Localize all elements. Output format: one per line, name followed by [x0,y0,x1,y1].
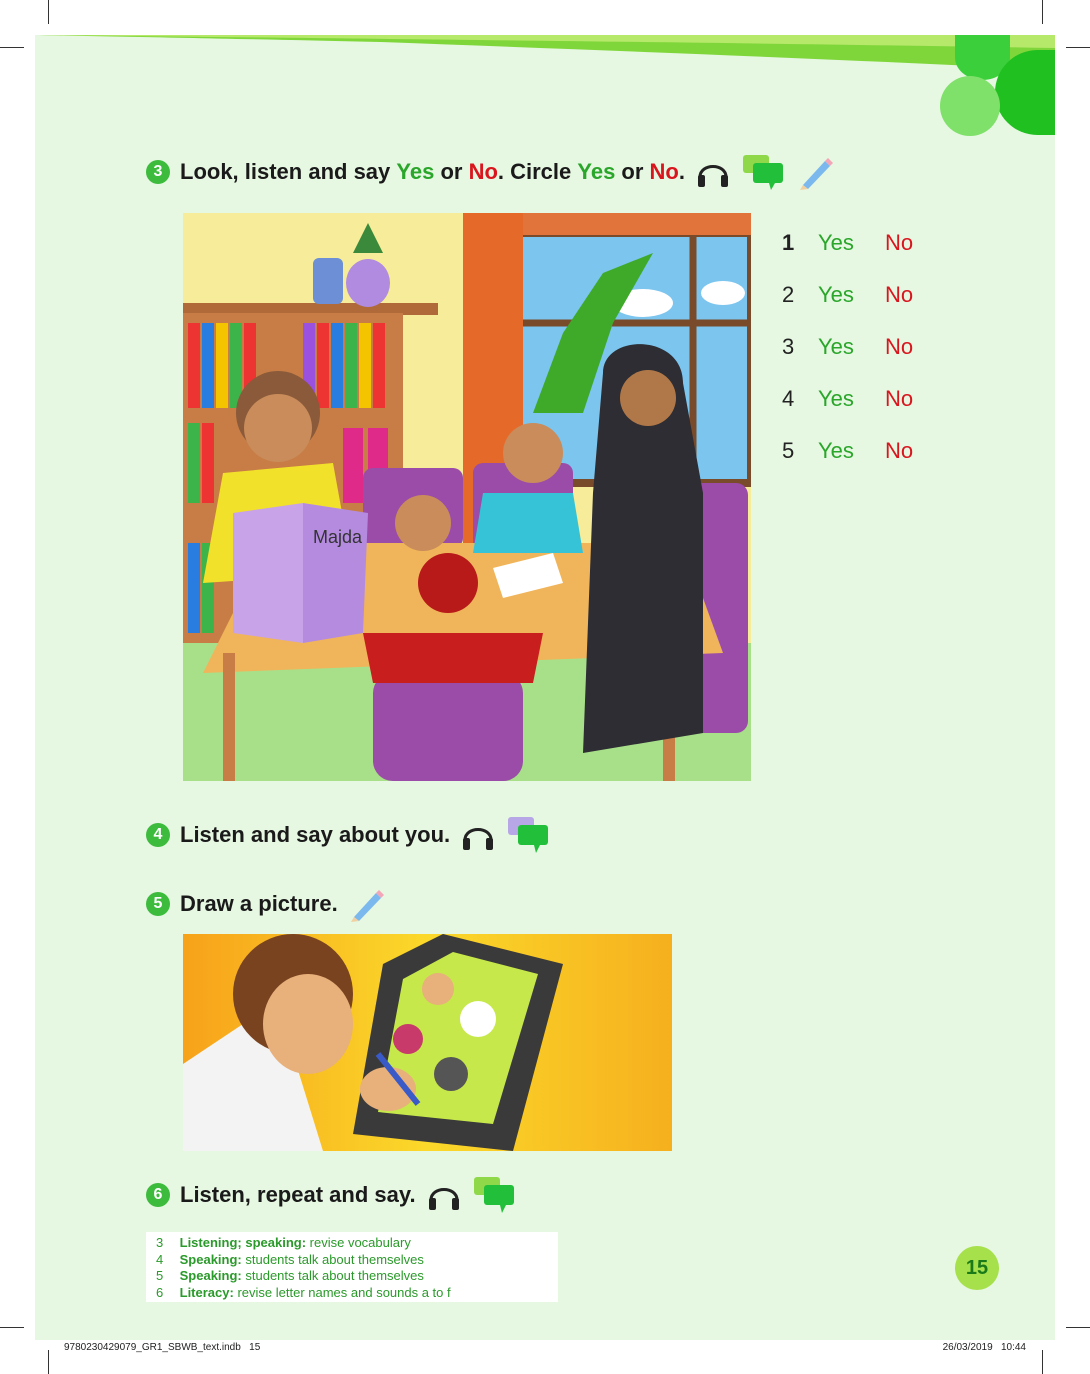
yes-option[interactable]: Yes [818,438,854,463]
exercise-number-badge: 3 [146,160,170,184]
crop-mark [48,1350,49,1374]
answer-number: 4 [782,386,795,411]
answer-number: 3 [782,334,795,359]
teacher-note [156,1285,451,1301]
headphones-icon [460,818,496,852]
speech-bubbles-icon [741,153,787,191]
speech-bubbles-icon [472,1175,518,1215]
no-word: No [468,159,498,184]
exercise-number-badge: 6 [146,1183,170,1207]
note-description: students talk about themselves [245,1268,424,1283]
yes-option[interactable]: Yes [818,386,854,411]
no-option[interactable]: No [885,438,914,463]
crop-mark [1042,1350,1043,1374]
headphones-icon [426,1178,462,1212]
pencil-icon [348,885,386,923]
yes-option[interactable]: Yes [818,334,854,359]
top-green-swoosh [0,0,1090,80]
yes-word: Yes [396,159,435,184]
no-option[interactable]: No [885,230,914,255]
answer-number: 2 [782,282,795,307]
instruction-text: Listen and say about you. [180,822,451,847]
note-number: 6 [156,1285,164,1300]
note-number: 4 [156,1252,164,1267]
note-number: 3 [156,1235,164,1250]
no-option[interactable]: No [885,282,914,307]
instruction-text: . Circle [497,159,578,184]
note-description: revise vocabulary [309,1235,411,1250]
note-label: Speaking: [179,1252,242,1267]
teacher-note [156,1268,424,1284]
teacher-notes-box [146,1232,558,1302]
note-description: revise letter names and sounds a to f [237,1285,451,1300]
headphones-icon [695,155,731,189]
note-description: students talk about themselves [245,1252,424,1267]
instruction-text: Look, listen and say [180,159,397,184]
note-label: Listening; speaking: [179,1235,307,1250]
exercise-6-heading [146,1175,518,1215]
crop-mark [0,1327,24,1328]
yes-option[interactable]: Yes [818,282,854,307]
note-label: Literacy: [179,1285,234,1300]
pencil-icon [797,153,835,191]
instruction-text: or [615,159,650,184]
answer-number: 5 [782,438,795,463]
exercise-3-heading [146,153,835,191]
no-option[interactable]: No [885,386,914,411]
instruction-text: Draw a picture. [180,891,338,916]
teacher-note [156,1235,411,1251]
exercise-5-heading [146,885,386,923]
book-cover-label: Majda [313,527,363,547]
exercise-number-badge: 4 [146,823,170,847]
yes-word: Yes [577,159,616,184]
footer-file-info: 9780230429079_GR1_SBWB_text.indb 15 [64,1342,261,1353]
page-number: 15 [955,1246,999,1290]
no-word: No [649,159,679,184]
note-label: Speaking: [179,1268,242,1283]
exercise-number-badge: 5 [146,892,170,916]
classroom-illustration [183,213,751,781]
footer-date: 26/03/2019 10:44 [942,1342,1026,1353]
instruction-text: Listen, repeat and say. [180,1182,416,1207]
instruction-text: . [678,159,685,184]
speech-bubbles-icon [506,815,552,855]
instruction-text: or [434,159,469,184]
note-number: 5 [156,1268,164,1283]
yes-option[interactable]: Yes [818,230,854,255]
decorative-circle [940,76,1000,136]
crop-mark [1066,1327,1090,1328]
teacher-note [156,1252,424,1268]
exercise-4-heading [146,815,552,855]
tablet-drawing-illustration [183,934,672,1151]
answer-number: 1 [782,230,795,255]
no-option[interactable]: No [885,334,914,359]
